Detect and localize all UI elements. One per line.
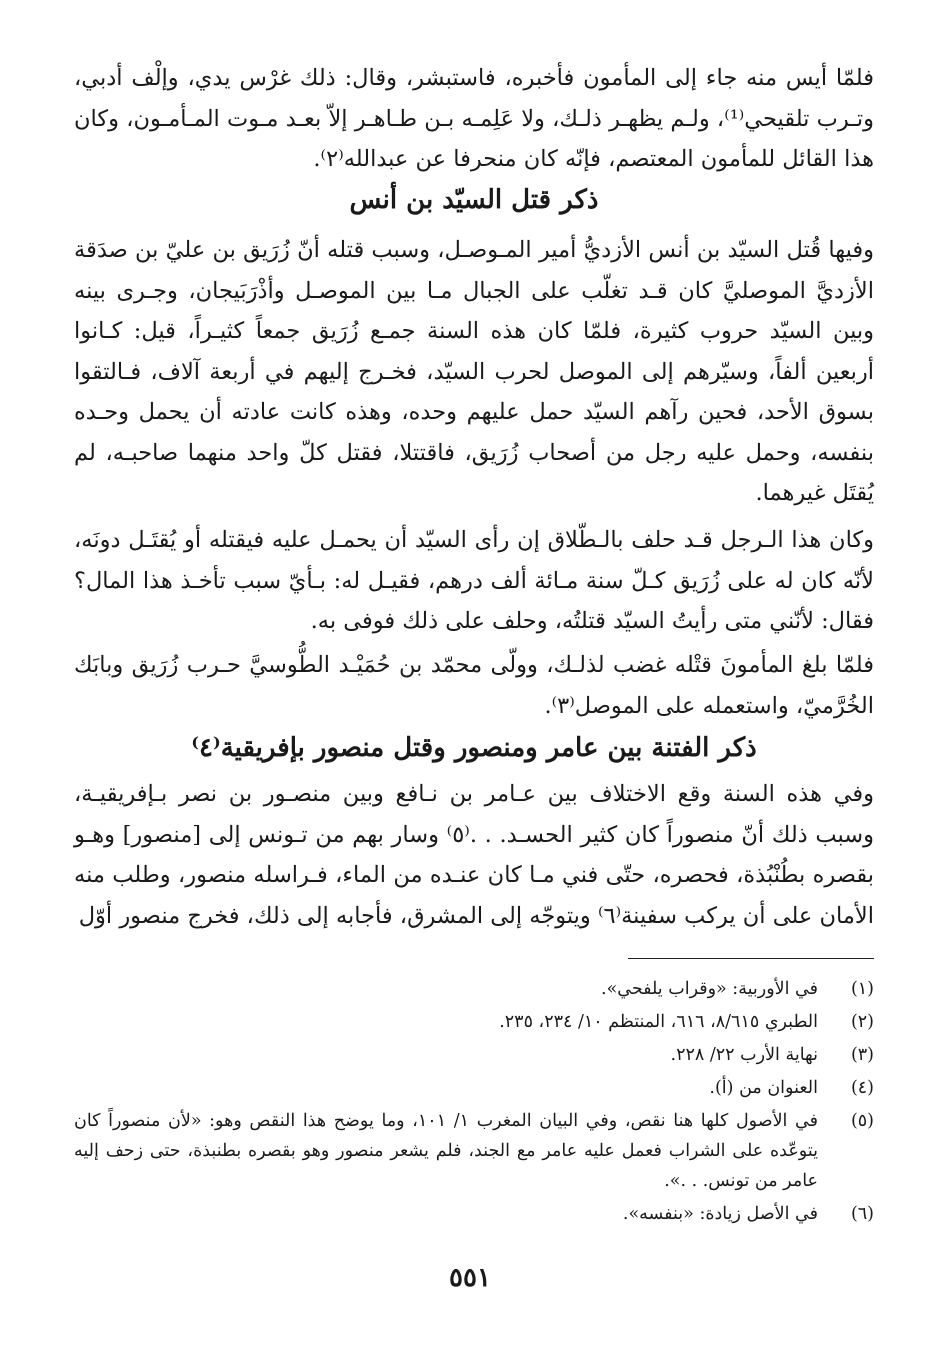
footnote-item	[74, 1199, 874, 1229]
footnote-separator-line	[628, 958, 874, 959]
paragraph-mamun-anger: فلمّا بلغ المأمونَ قتْله غضب لذلـك، وولّى محمّد بن حُمَيْـد الطُّوسيَّ حـرب زُرَيق وبابَك الخُرَّميّ، واستعمله على الموصل⁽٣⁾.	[74, 652, 874, 719]
footnote-text: نهاية الأرب ٢٢/ ٢٢٨.	[670, 1045, 818, 1065]
paragraph-amir-mansur: وفي هذه السنة وقع الاختلاف بين عـامر بن نـافع وبين منصـور بن نصر بـإفريقيـة، وسبب ذلك أنّ منصوراً كان كثير الحسـد. . .⁽٥⁾ وسار بهم من تـونس إلى [منصور] وهـو بقصره بطُنْبُذة، فحصره، حتّى فني مـا كان عنـده من الماء، فـراسله منصور، وطلب منه الأمان على أن يركب سفينة⁽٦⁾ ويتوجّه إلى المشرق، فأجابه إلى ذلك، فخرج منصور أوّل	[74, 781, 874, 929]
page-number: ٥٥١	[449, 1263, 491, 1293]
footnote-text: في الأوربية: «وقراب يلفحي».	[601, 979, 818, 999]
footnote-text: الطبري ٨/٦١٥، ٦١٦، المنتظم ١٠/ ٢٣٤، ٢٣٥.	[499, 1012, 818, 1032]
footnote-text: في الأصول كلها هنا نقص، وفي البيان المغرب ١/ ١٠١، وما يوضح هذا النقص وهو: «لأن منصوراً كان يتوعّده على الشراب فعمل عليه عامر مع الجند، فلم يشعر منصور وهو بقصره بطنبذة، حتى زحف إليه عامر من تونس. . .».	[74, 1111, 818, 1191]
footnote-text: العنوان من (أ).	[709, 1078, 818, 1098]
footnote-item	[74, 974, 874, 1004]
footnote-number: (٦)	[850, 1204, 874, 1224]
footnote-item	[74, 1040, 874, 1070]
paragraph-oath-of-the-man: وكان هذا الـرجل قـد حلف بالـطّلاق إن رأى السيّد أن يحمـل عليه فيقتله أو يُقتَـل دونَه، لأنّه كان له على زُرَيق كـلّ سنة مـائة ألف درهم، فقيـل له: بـأيّ سبب تأخـذ هذا المال؟ فقال: لأنّني متى رأيتُ السيّد قتلتُه، وحلف على ذلك فوفى به.	[74, 527, 874, 634]
paragraph-opening: فلمّا أيس منه جاء إلى المأمون فأخبره، فاستبشر، وقال: ذلك غرْس يدي، وإلْف أدبي، وتـرب تلقيحي⁽¹⁾، ولـم يظهـر ذلـك، ولا عَلِمـه بـن طـاهـر إلاّ بعـد مـوت المـأمـون، وكان هذا القائل للمأمون المعتصم، فإنّه كان منحرفا عن عبدالله⁽٢⁾.	[74, 65, 874, 172]
footnote-text: في الأصل زيادة: «بنفسه».	[622, 1204, 818, 1224]
footnote-number: (١)	[850, 979, 874, 999]
footnote-number: (٤)	[850, 1078, 874, 1098]
footnote-item	[74, 1007, 874, 1037]
section-heading-sayyid-ibn-anas: ذكر قتل السيّد بن أنس	[349, 185, 599, 215]
footnote-item	[74, 1106, 874, 1196]
paragraph-killing-of-sayyid: وفيها قُتل السيّد بن أنس الأزديُّ أمير المـوصـل، وسبب قتله أنّ زُرَيق بن عليّ بن صدَقة الأزديَّ الموصليَّ كان قـد تغلّب على الجبال مـا بين الموصـل وأذْرَبَيجان، وجـرى بينه وبين السيّد حروب كثيرة، فلمّا كان هذه السنة جمـع زُرَيق جمعاً كثيـراً، قيل: كـانوا أربعين ألفاً، وسيّرهم إلى الموصل لحرب السيّد، فخـرج إليهم في أربعة آلاف، فـالتقوا بسوق الأحد، فحين رآهم السيّد حمل عليهم وحده، وهذه كانت عادته أن يحمل وحـده بنفسه، وحمل عليه رجل من أصحاب زُرَيق، فاقتتلا، فقتل كلّ واحد منهما صاحبـه، لم يُقتَل غيرهما.	[74, 237, 874, 506]
footnote-number: (٣)	[850, 1045, 874, 1065]
footnote-item	[74, 1073, 874, 1103]
section-heading-amir-mansur-fitna: ذكر الفتنة بين عامر ومنصور وقتل منصور بإفريقية⁽٤⁾	[191, 733, 757, 763]
footnote-number: (٥)	[850, 1111, 874, 1131]
footnote-number: (٢)	[850, 1012, 874, 1032]
footnotes-list	[74, 974, 874, 1232]
